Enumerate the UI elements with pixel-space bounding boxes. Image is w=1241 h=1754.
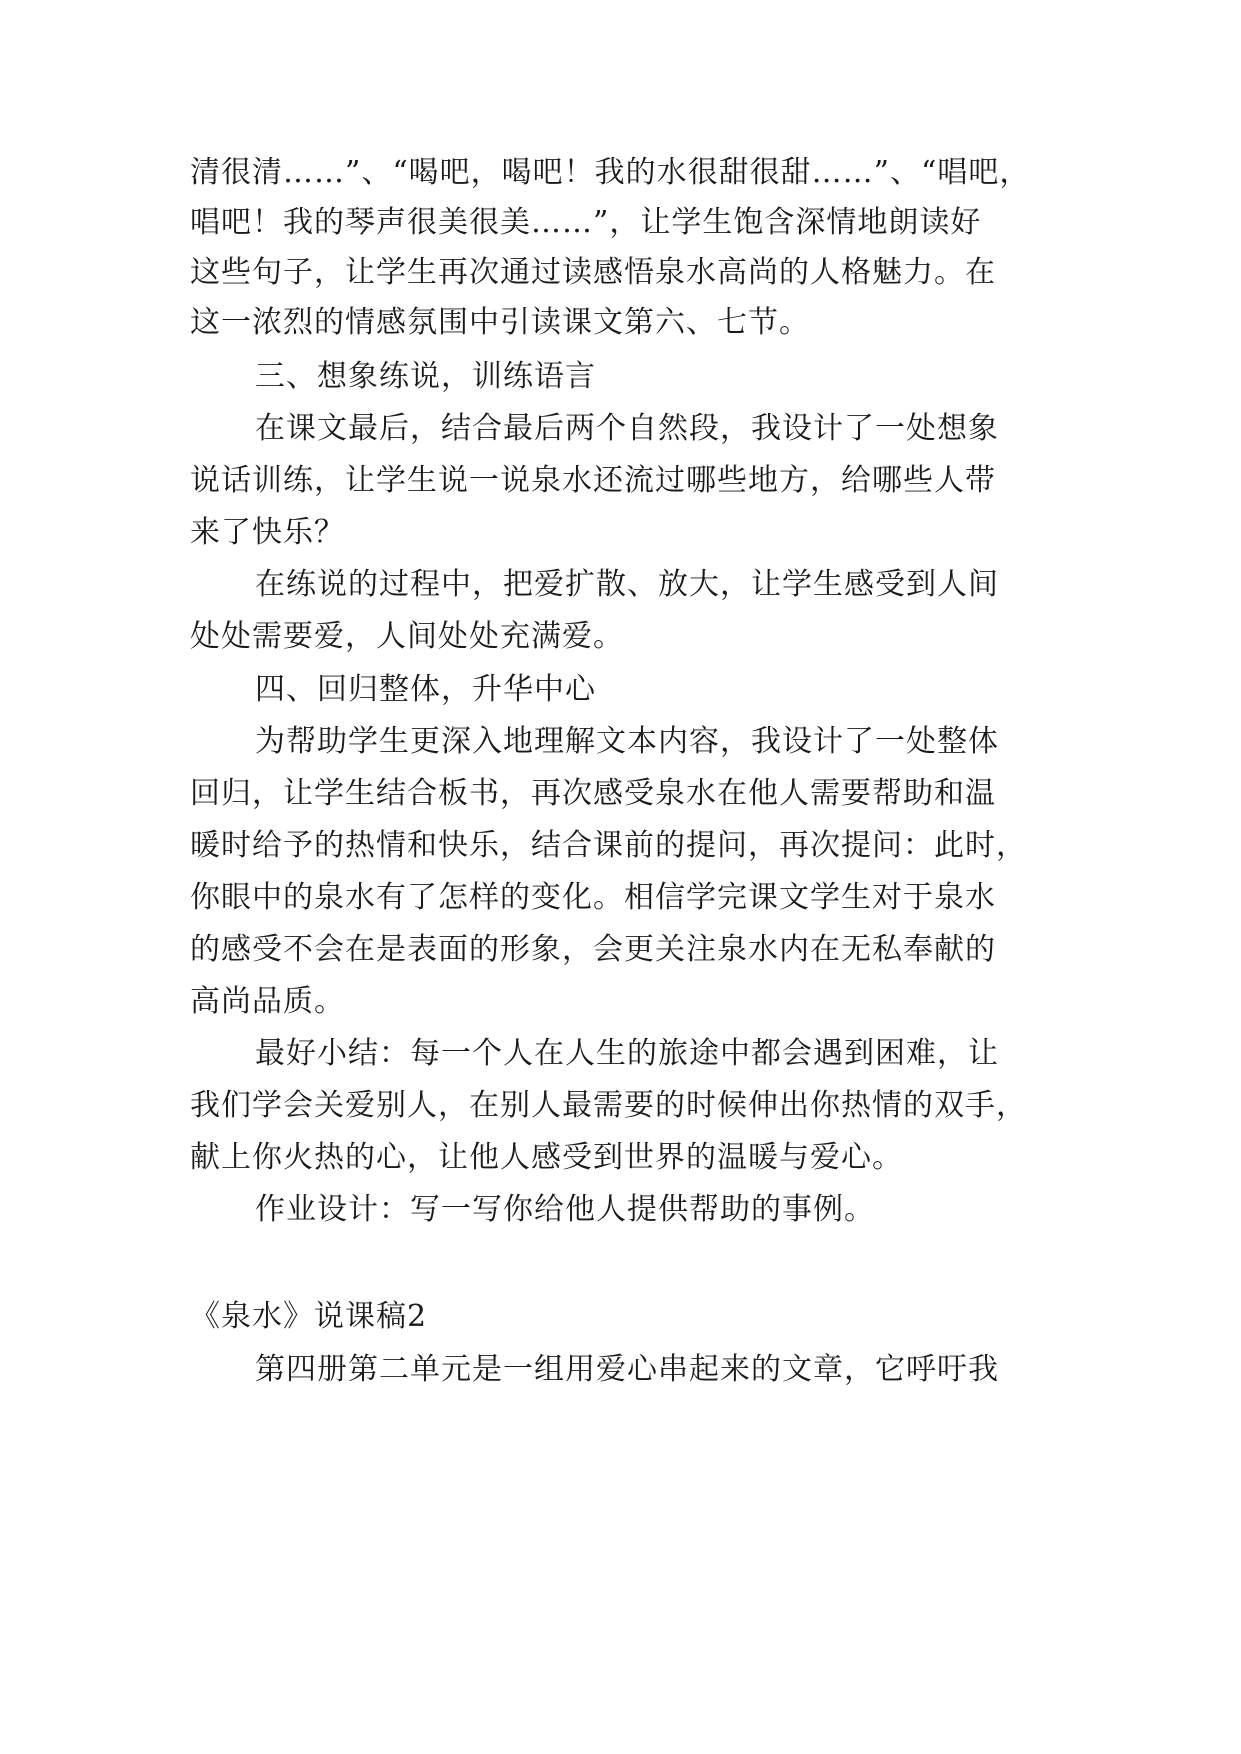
paragraph-line: 这一浓烈的情感氛围中引读课文第六、七节。 [190, 305, 810, 340]
paragraph-line: 在课文最后，结合最后两个自然段，我设计了一处想象 [255, 411, 999, 446]
paragraph-line: 第四册第二单元是一组用爱心串起来的文章，它呼吁我 [255, 1352, 999, 1387]
paragraph-line: 我们学会关爱别人，在别人最需要的时候伸出你热情的双手， [190, 1088, 1027, 1123]
paragraph-line: 来了快乐？ [190, 515, 345, 550]
paragraph-line: 你眼中的泉水有了怎样的变化。相信学完课文学生对于泉水 [190, 880, 996, 915]
paragraph-line: 献上你火热的心，让他人感受到世界的温暖与爱心。 [190, 1140, 903, 1175]
section-heading: 三、想象练说，训练语言 [255, 359, 596, 394]
section-heading: 四、回归整体，升华中心 [255, 672, 596, 707]
paragraph-line: 在练说的过程中，把爱扩散、放大，让学生感受到人间 [255, 567, 999, 602]
paragraph-line: 处处需要爱，人间处处充满爱。 [190, 619, 624, 654]
paragraph-line: 暖时给予的热情和快乐，结合课前的提问，再次提问：此时， [190, 828, 1027, 863]
paragraph-line: 唱吧！我的琴声很美很美……”，让学生饱含深情地朗读好 [190, 205, 982, 240]
paragraph-line: 清很清……”、“喝吧，喝吧！我的水很甜很甜……”、“唱吧， [190, 155, 1031, 190]
document-title: 《泉水》说课稿2 [190, 1299, 428, 1334]
paragraph-line: 回归，让学生结合板书，再次感受泉水在他人需要帮助和温 [190, 776, 996, 811]
paragraph-line: 为帮助学生更深入地理解文本内容，我设计了一处整体 [255, 724, 999, 759]
paragraph-line: 最好小结：每一个人在人生的旅途中都会遇到困难，让 [255, 1036, 999, 1071]
paragraph-line: 这些句子，让学生再次通过读感悟泉水高尚的人格魅力。在 [190, 255, 996, 290]
paragraph-line: 说话训练，让学生说一说泉水还流过哪些地方，给哪些人带 [190, 463, 996, 498]
paragraph-line: 高尚品质。 [190, 984, 345, 1019]
paragraph-line: 作业设计：写一写你给他人提供帮助的事例。 [255, 1192, 875, 1227]
paragraph-line: 的感受不会在是表面的形象，会更关注泉水内在无私奉献的 [190, 932, 996, 967]
